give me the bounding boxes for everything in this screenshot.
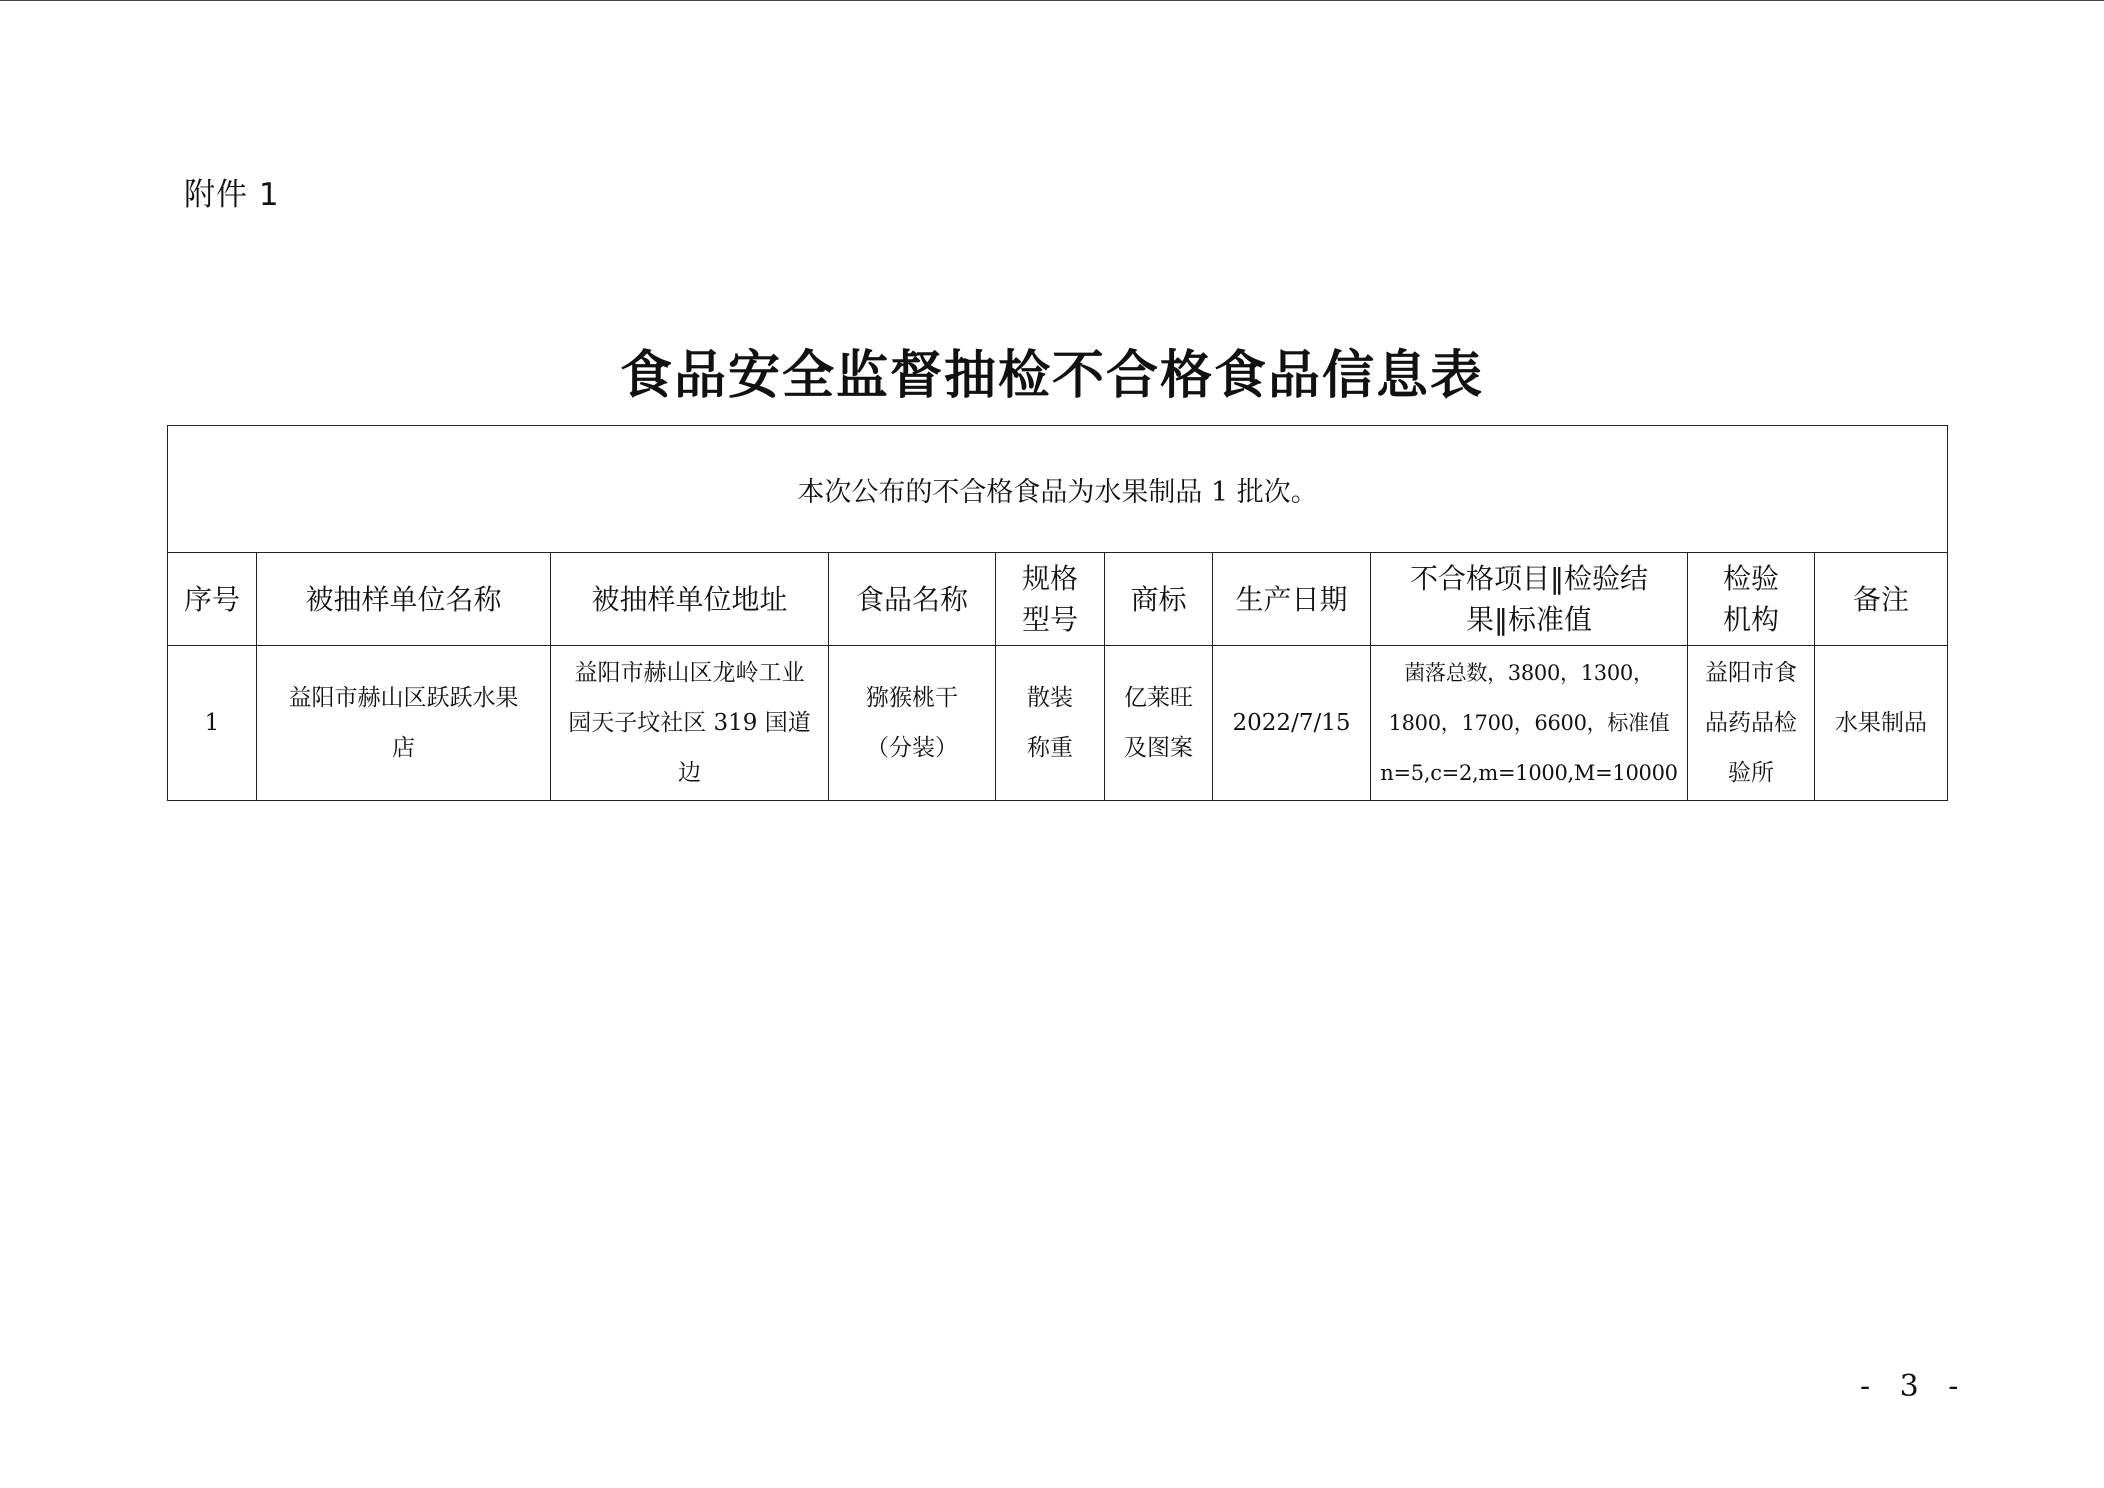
cell-agency-line3: 验所 — [1728, 760, 1774, 786]
header-agency-line2: 机构 — [1722, 603, 1779, 636]
header-item-line1: 不合格项目‖检验结 — [1409, 562, 1648, 595]
header-production-date: 生产日期 — [1213, 553, 1371, 646]
cell-agency-line1: 益阳市食 — [1705, 660, 1797, 686]
header-remarks: 备注 — [1815, 553, 1948, 646]
cell-unqualified-item — [1371, 646, 1688, 801]
cell-unit-name-line1: 益阳市赫山区跃跃水果 — [288, 685, 519, 711]
table-header-row — [168, 553, 1948, 646]
header-agency-line1: 检验 — [1722, 562, 1779, 595]
table-row — [168, 646, 1948, 801]
cell-unit-address-line2: 园天子坟社区 319 国道 — [568, 710, 811, 736]
header-brand: 商标 — [1105, 553, 1213, 646]
summary-text: 本次公布的不合格食品为水果制品 1 批次。 — [168, 426, 1948, 553]
cell-unit-name — [257, 646, 551, 801]
page-number: - 3 - — [1860, 1369, 1969, 1404]
cell-item-line1: 菌落总数，3800，1300， — [1404, 661, 1654, 685]
cell-agency-line2: 品药品检 — [1705, 710, 1797, 736]
document-title: 食品安全监督抽检不合格食品信息表 — [619, 346, 1484, 406]
cell-unit-address-line1: 益阳市赫山区龙岭工业 — [574, 660, 805, 686]
cell-agency — [1688, 646, 1815, 801]
cell-unit-address-line3: 边 — [678, 760, 701, 786]
cell-brand-line2: 及图案 — [1124, 735, 1193, 761]
cell-item-line3: n=5,c=2,m=1000,M=10000 — [1380, 761, 1678, 785]
header-food-name: 食品名称 — [829, 553, 996, 646]
cell-item-line2: 1800，1700，6600，标准值 — [1388, 711, 1670, 735]
header-unqualified-item — [1371, 553, 1688, 646]
cell-spec-line1: 散装 — [1027, 685, 1073, 711]
header-spec-line2: 型号 — [1021, 603, 1078, 636]
header-unit-name: 被抽样单位名称 — [257, 553, 551, 646]
cell-food-name-line2: （分装） — [866, 735, 958, 761]
cell-spec — [996, 646, 1105, 801]
header-seq: 序号 — [168, 553, 257, 646]
unqualified-food-table — [167, 425, 1948, 801]
cell-food-name-line1: 猕猴桃干 — [866, 685, 958, 711]
cell-food-name — [829, 646, 996, 801]
cell-remarks: 水果制品 — [1815, 646, 1948, 801]
cell-seq: 1 — [168, 646, 257, 801]
cell-spec-line2: 称重 — [1027, 735, 1073, 761]
attachment-label: 附件 1 — [184, 177, 280, 213]
cell-unit-name-line2: 店 — [392, 735, 415, 761]
header-item-line2: 果‖标准值 — [1465, 603, 1592, 636]
header-agency — [1688, 553, 1815, 646]
cell-unit-address — [551, 646, 829, 801]
cell-brand-line1: 亿莱旺 — [1124, 685, 1193, 711]
cell-brand — [1105, 646, 1213, 801]
header-spec — [996, 553, 1105, 646]
header-spec-line1: 规格 — [1021, 562, 1078, 595]
cell-production-date: 2022/7/15 — [1213, 646, 1371, 801]
header-unit-address: 被抽样单位地址 — [551, 553, 829, 646]
